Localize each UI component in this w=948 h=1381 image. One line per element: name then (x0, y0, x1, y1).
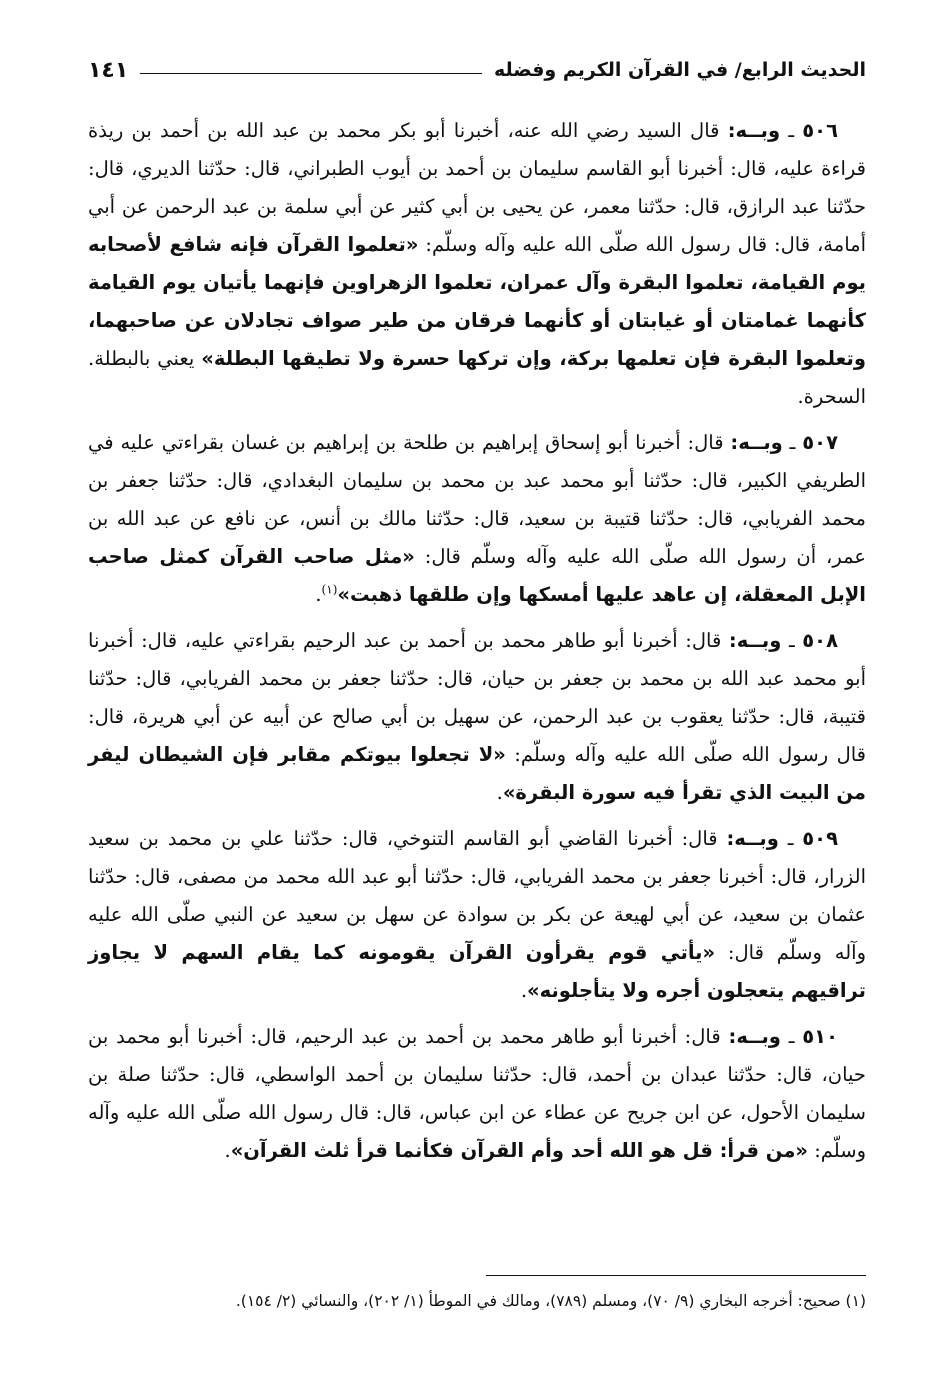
footnote-rule (486, 1275, 866, 1276)
hadith-lead: وبــه: (730, 431, 783, 454)
hadith-lead: وبــه: (727, 119, 781, 142)
isnad-text: قال: أخبرنا أبو طاهر محمد بن أحمد بن عبد الرحيم بقراءتي عليه، قال: أخبرنا أبو محمد عبد الله بن محمد بن جعفر بن حيان، قال: حدّثنا جعفر بن محمد الفريابي، قال: حدّثنا قتيبة، قال: حدّثنا يعقوب بن عبد الرحمن، عن سهيل بن أبي صالح عن أبيه عن أبي هريرة، قال: قال رسول الله صلّى الله عليه وآله وسلّم: (88, 629, 866, 766)
isnad-text: قال: أخبرنا أبو طاهر محمد بن أحمد بن عبد الرحيم، قال: أخبرنا أبو محمد بن حيان، قال: حدّثنا عبدان بن أحمد، قال: حدّثنا سليمان بن أحمد الواسطي، قال: حدّثنا صلة بن سليمان الأحول، عن ابن جريح عن عطاء عن ابن عباس، قال: قال رسول الله صلّى الله عليه وآله وسلّم: (88, 1025, 866, 1162)
book-page (88, 0, 866, 1381)
prophetic-quote: «لا تجعلوا بيوتكم مقابر فإن الشيطان ليفر من البيت الذي تقرأ فيه سورة البقرة» (88, 743, 866, 804)
isnad-text: . (224, 1139, 231, 1162)
hadith-number: ٥٠٩ (802, 827, 838, 850)
isnad-text: قال: أخبرنا أبو إسحاق إبراهيم بن طلحة بن إبراهيم بن غسان بقراءتي عليه في الطريفي الكبير، قال: حدّثنا أبو محمد عبد بن محمد بن سليمان البغدادي، قال: حدّثنا جعفر بن محمد الفريابي، قال: حدّثنا قتيبة بن سعيد، قال: حدّثنا مالك بن أنس، عن نافع عن عبد الله بن عمر، أن رسول الله صلّى الله عليه وآله وسلّم قال: (88, 431, 866, 568)
hadith-lead: وبــه: (728, 1025, 781, 1048)
prophetic-quote: «مثل صاحب القرآن كمثل صاحب الإبل المعقلة، إن عاهد عليها أمسكها وإن طلقها ذهبت» (88, 545, 866, 606)
hadith-number: ٥٠٧ (802, 431, 838, 454)
isnad-text: قال السيد رضي الله عنه، أخبرنا أبو بكر محمد بن عبد الله بن أحمد بن ريذة قراءة عليه، قال: أخبرنا أبو القاسم سليمان بن أحمد بن أيوب الطبراني، قال: حدّثنا الديري، قال: حدّثنا عبد الرازق، قال: حدّثنا معمر، عن يحيى بن أبي كثير عن أبي سلمة بن عبد الرحمن عن أبي أمامة، قال: قال رسول الله صلّى الله عليه وآله وسلّم: (88, 119, 867, 256)
hadith-number: ٥٠٦ (802, 119, 838, 142)
isnad-text: . (520, 979, 528, 1002)
hadith-paragraph: ٥٠٨ ـ وبــه: قال: أخبرنا أبو طاهر محمد بن أحمد بن عبد الرحيم بقراءتي عليه، قال: أخبرنا أبو محمد عبد الله بن محمد بن جعفر بن حيان، قال: حدّثنا جعفر بن محمد الفريابي، قال: حدّثنا قتيبة، قال: حدّثنا يعقوب بن عبد الرحمن، عن سهيل بن أبي صالح عن أبيه عن أبي هريرة، قال: قال رسول الله صلّى الله عليه وآله وسلّم: «لا تجعلوا بيوتكم مقابر فإن الشيطان ليفر من البيت الذي تقرأ فيه سورة البقرة». (88, 629, 866, 804)
hadith-paragraph: ٥٠٦ ـ وبــه: قال السيد رضي الله عنه، أخبرنا أبو بكر محمد بن عبد الله بن أحمد بن ريذة قراءة عليه، قال: أخبرنا أبو القاسم سليمان بن أحمد بن أيوب الطبراني، قال: حدّثنا الديري، قال: حدّثنا عبد الرازق، قال: حدّثنا معمر، عن يحيى بن أبي كثير عن أبي سلمة بن عبد الرحمن عن أبي أمامة، قال: قال رسول الله صلّى الله عليه وآله وسلّم: «تعلموا القرآن فإنه شافع لأصحابه يوم القيامة، تعلموا البقرة وآل عمران، تعلموا الزهراوين فإنهما يأتيان يوم القيامة كأنهما غمامتان أو غيابتان أو كأنهما فرقان من طير صواف تجادلان عن صاحبهما، وتعلموا البقرة فإن تعلمها بركة، وإن تركها حسرة ولا تطيقها البطلة» يعني بالبطلة. السحرة. (88, 119, 867, 408)
hadith-list (88, 112, 866, 1178)
hadith-number: ٥١٠ (802, 1025, 838, 1048)
isnad-text: يعني بالبطلة. السحرة. (88, 347, 866, 408)
isnad-text: . (315, 583, 322, 606)
header-rule (140, 73, 482, 74)
footnote-reference: (١) (321, 582, 338, 597)
hadith-lead: وبــه: (728, 629, 782, 652)
prophetic-quote: «يأتي قوم يقرأون القرآن يقومونه كما يقام السهم لا يجاوز تراقيهم يتعجلون أجره ولا يتأجلونه» (88, 941, 866, 1002)
hadith-paragraph: ٥١٠ ـ وبــه: قال: أخبرنا أبو طاهر محمد بن أحمد بن عبد الرحيم، قال: أخبرنا أبو محمد بن حيان، قال: حدّثنا عبدان بن أحمد، قال: حدّثنا سليمان بن أحمد الواسطي، قال: حدّثنا صلة بن سليمان الأحول، عن ابن جريح عن عطاء عن ابن عباس، قال: قال رسول الله صلّى الله عليه وآله وسلّم: «من قرأ: قل هو الله أحد وأم القرآن فكأنما قرأ ثلث القرآن». (88, 1025, 866, 1162)
chapter-title: الحديث الرابع/ في القرآن الكريم وفضله (493, 59, 866, 81)
prophetic-quote: «تعلموا القرآن فإنه شافع لأصحابه يوم القيامة، تعلموا البقرة وآل عمران، تعلموا الزهراوين فإنهما يأتيان يوم القيامة كأنهما غمامتان أو غيابتان أو كأنهما فرقان من طير صواف تجادلان عن صاحبهما، وتعلموا البقرة فإن تعلمها بركة، وإن تركها حسرة ولا تطيقها البطلة» (88, 233, 866, 370)
isnad-text: قال: أخبرنا القاضي أبو القاسم التنوخي، قال: حدّثنا علي بن محمد بن سعيد الزرار، قال: أخبرنا جعفر بن محمد الفريابي، قال: حدّثنا أبو عبد الله محمد من مصفى، قال: حدّثنا عثمان بن سعيد، عن أبي لهيعة عن بكر بن سوادة عن سهل بن سعيد عن النبي صلّى الله عليه وآله وسلّم قال: (88, 827, 866, 964)
hadith-number: ٥٠٨ (802, 629, 838, 652)
prophetic-quote: «من قرأ: قل هو الله أحد وأم القرآن فكأنما قرأ ثلث القرآن» (230, 1139, 809, 1162)
footnote: (١) صحيح: أخرجه البخاري (٩/ ٧٠)، ومسلم (٧٨٩)، ومالك في الموطأ (١/ ٢٠٢)، والنسائي (٢/ ١٥٤). (235, 1292, 866, 1310)
hadith-paragraph: ٥٠٧ ـ وبــه: قال: أخبرنا أبو إسحاق إبراهيم بن طلحة بن إبراهيم بن غسان بقراءتي عليه في الطريفي الكبير، قال: حدّثنا أبو محمد عبد بن محمد بن سليمان البغدادي، قال: حدّثنا جعفر بن محمد الفريابي، قال: حدّثنا قتيبة بن سعيد، قال: حدّثنا مالك بن أنس، عن نافع عن عبد الله بن عمر، أن رسول الله صلّى الله عليه وآله وسلّم قال: «مثل صاحب القرآن كمثل صاحب الإبل المعقلة، إن عاهد عليها أمسكها وإن طلقها ذهبت»$^{(١)}$. (88, 431, 866, 606)
page-number: ١٤١ (88, 57, 129, 83)
isnad-text: . (496, 781, 503, 804)
hadith-lead: وبــه: (726, 827, 779, 850)
hadith-paragraph: ٥٠٩ ـ وبــه: قال: أخبرنا القاضي أبو القاسم التنوخي، قال: حدّثنا علي بن محمد بن سعيد الزرار، قال: أخبرنا جعفر بن محمد الفريابي، قال: حدّثنا أبو عبد الله محمد من مصفى، قال: حدّثنا عثمان بن سعيد، عن أبي لهيعة عن بكر بن سوادة عن سهل بن سعيد عن النبي صلّى الله عليه وآله وسلّم قال: «يأتي قوم يقرأون القرآن يقومونه كما يقام السهم لا يجاوز تراقيهم يتعجلون أجره ولا يتأجلونه». (88, 827, 866, 1002)
running-header (88, 52, 866, 88)
